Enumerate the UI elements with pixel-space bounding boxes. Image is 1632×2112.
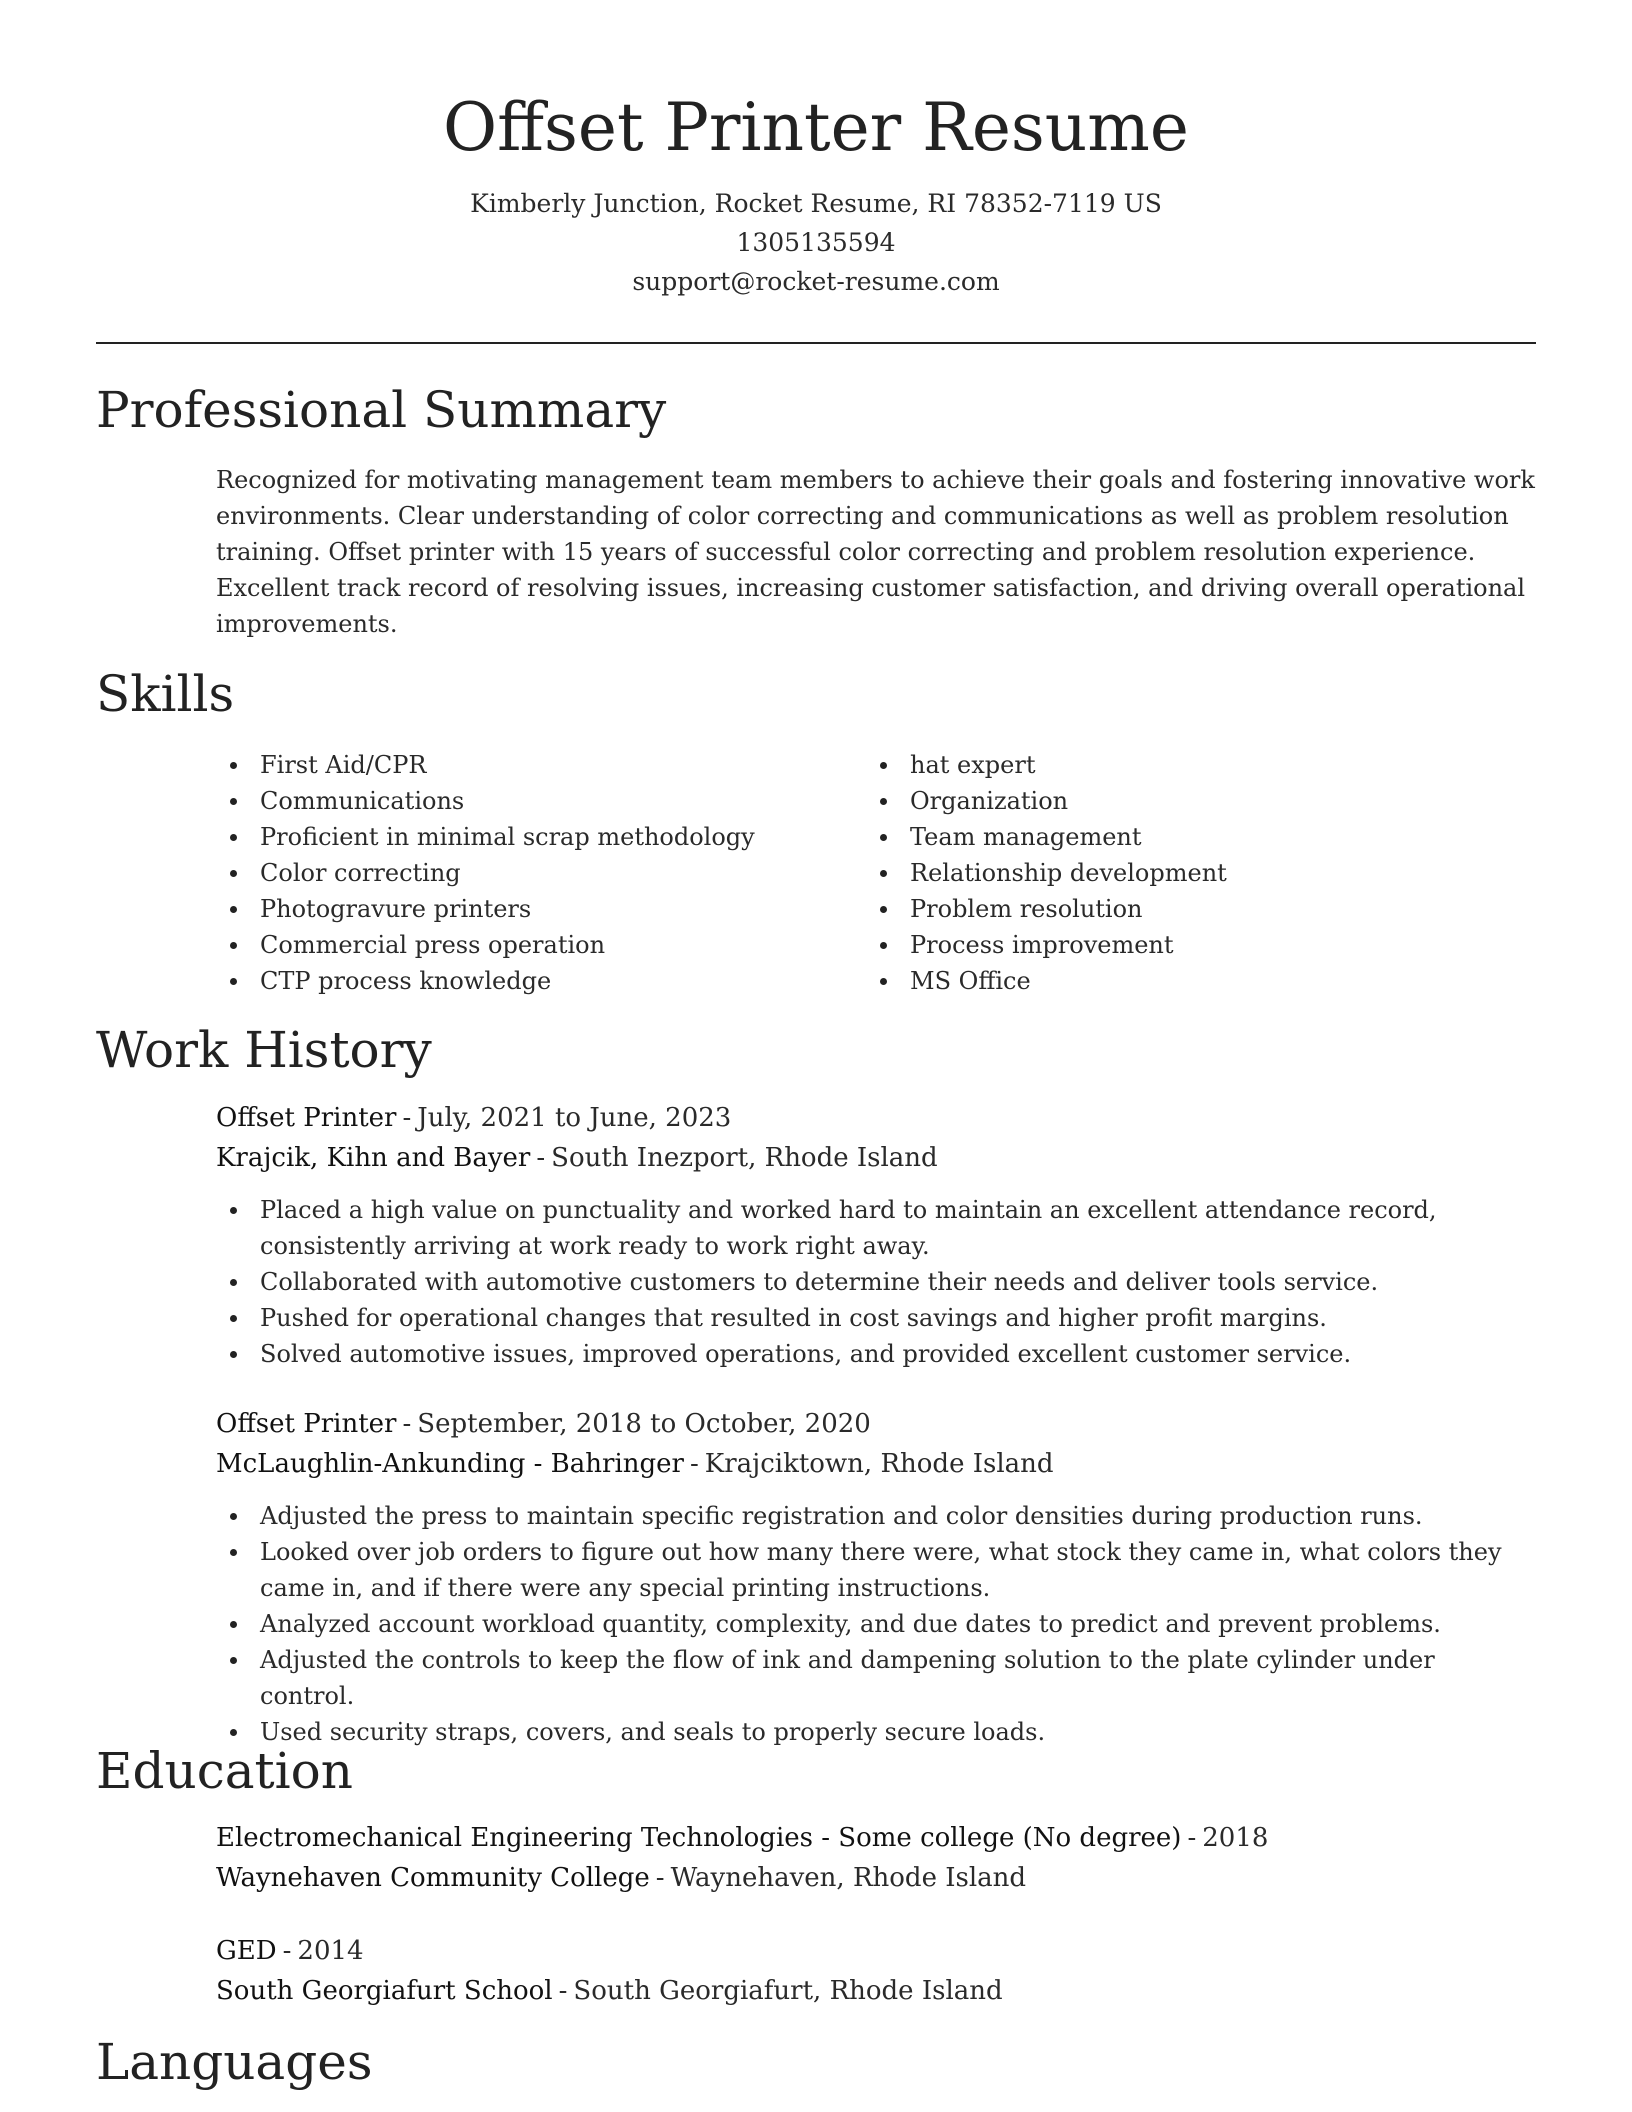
job-dates: September, 2018 to October, 2020 bbox=[417, 1409, 871, 1439]
skill-item: Commercial press operation bbox=[216, 927, 856, 963]
page-title: Offset Printer Resume bbox=[443, 89, 1189, 166]
section-title-education: Education bbox=[96, 1742, 353, 1800]
header-divider bbox=[96, 342, 1536, 344]
school-location: South Georgiafurt, Rhode Island bbox=[573, 1976, 1003, 2006]
separator: - bbox=[402, 1103, 412, 1133]
skill-item: Communications bbox=[216, 783, 856, 819]
skill-item: Proficient in minimal scrap methodology bbox=[216, 819, 856, 855]
resume-header bbox=[96, 86, 1536, 301]
work-bullet: Pushed for operational changes that resulted in cost savings and higher profit margins. bbox=[216, 1300, 1536, 1336]
work-bullet: Adjusted the press to maintain specific registration and color densities during production runs. bbox=[216, 1498, 1536, 1534]
separator: - bbox=[1187, 1823, 1197, 1853]
separator: - bbox=[558, 1976, 568, 2006]
work-bullets bbox=[216, 1192, 1536, 1372]
skills-list-left bbox=[216, 747, 856, 999]
job-title: Offset Printer bbox=[216, 1103, 397, 1133]
contact-phone: 1305135594 bbox=[736, 228, 896, 257]
education-degree-line bbox=[216, 1818, 1536, 1858]
work-title-line bbox=[216, 1098, 1536, 1138]
company-name: Krajcik, Kihn and Bayer bbox=[216, 1143, 531, 1173]
separator: - bbox=[402, 1409, 412, 1439]
work-bullet: Looked over job orders to figure out how many there were, what stock they came in, what colors they came in, and if there were any special printing instructions. bbox=[216, 1534, 1536, 1606]
section-title-summary: Professional Summary bbox=[96, 381, 667, 439]
education-degree-line bbox=[216, 1931, 1536, 1971]
skill-item: Photogravure printers bbox=[216, 891, 856, 927]
skill-item: Process improvement bbox=[866, 927, 1506, 963]
separator: - bbox=[282, 1936, 292, 1966]
separator: - bbox=[536, 1143, 546, 1173]
section-title-skills: Skills bbox=[96, 665, 235, 723]
skill-item: hat expert bbox=[866, 747, 1506, 783]
skill-item: Organization bbox=[866, 783, 1506, 819]
section-title-languages: Languages bbox=[96, 2033, 373, 2091]
degree-year: 2014 bbox=[297, 1936, 364, 1966]
skill-item: Relationship development bbox=[866, 855, 1506, 891]
skills-list-right bbox=[866, 747, 1506, 999]
education-entry bbox=[216, 1931, 1536, 2011]
job-dates: July, 2021 to June, 2023 bbox=[417, 1103, 732, 1133]
degree-name: GED bbox=[216, 1936, 277, 1966]
work-bullet: Used security straps, covers, and seals to properly secure loads. bbox=[216, 1714, 1536, 1750]
degree-year: 2018 bbox=[1202, 1823, 1269, 1853]
school-location: Waynehaven, Rhode Island bbox=[670, 1863, 1027, 1893]
work-bullet: Collaborated with automotive customers to determine their needs and deliver tools service. bbox=[216, 1264, 1536, 1300]
job-title: Offset Printer bbox=[216, 1409, 397, 1439]
contact-email: support@rocket-resume.com bbox=[632, 267, 1000, 296]
education-school-line bbox=[216, 1971, 1536, 2011]
education-entry bbox=[216, 1818, 1536, 1898]
company-location: South Inezport, Rhode Island bbox=[551, 1143, 938, 1173]
school-name: Waynehaven Community College bbox=[216, 1863, 650, 1893]
skill-item: MS Office bbox=[866, 963, 1506, 999]
skill-item: Problem resolution bbox=[866, 891, 1506, 927]
work-company-line bbox=[216, 1138, 1536, 1178]
work-bullet: Placed a high value on punctuality and worked hard to maintain an excellent attendance record, consistently arriving at work ready to work right away. bbox=[216, 1192, 1536, 1264]
section-title-work: Work History bbox=[96, 1021, 432, 1079]
company-name: McLaughlin-Ankunding - Bahringer bbox=[216, 1449, 684, 1479]
separator: - bbox=[689, 1449, 699, 1479]
work-entry bbox=[216, 1098, 1536, 1372]
work-entry bbox=[216, 1404, 1536, 1750]
skill-item: Color correcting bbox=[216, 855, 856, 891]
contact-address: Kimberly Junction, Rocket Resume, RI 78352-7119 US bbox=[470, 189, 1162, 218]
work-bullets bbox=[216, 1498, 1536, 1750]
school-name: South Georgiafurt School bbox=[216, 1976, 553, 2006]
separator: - bbox=[655, 1863, 665, 1893]
skill-item: CTP process knowledge bbox=[216, 963, 856, 999]
work-company-line bbox=[216, 1444, 1536, 1484]
skill-item: Team management bbox=[866, 819, 1506, 855]
work-bullet: Adjusted the controls to keep the flow of ink and dampening solution to the plate cylinder under control. bbox=[216, 1642, 1536, 1714]
company-location: Krajciktown, Rhode Island bbox=[704, 1449, 1054, 1479]
skill-item: First Aid/CPR bbox=[216, 747, 856, 783]
degree-name: Electromechanical Engineering Technologies - Some college (No degree) bbox=[216, 1823, 1182, 1853]
education-school-line bbox=[216, 1858, 1536, 1898]
summary-block bbox=[216, 462, 1536, 642]
work-bullet: Solved automotive issues, improved operations, and provided excellent customer service. bbox=[216, 1336, 1536, 1372]
work-title-line bbox=[216, 1404, 1536, 1444]
contact-info bbox=[96, 184, 1536, 301]
summary-text: Recognized for motivating management team members to achieve their goals and fostering innovative work environments. Clear understanding of color correcting and communications as well as problem resolution training. Offset printer with 15 years of successful color correcting and problem resolution experience. Excellent track record of resolving issues, increasing customer satisfaction, and driving overall operational improvements. bbox=[216, 466, 1535, 638]
work-bullet: Analyzed account workload quantity, complexity, and due dates to predict and prevent problems. bbox=[216, 1606, 1536, 1642]
